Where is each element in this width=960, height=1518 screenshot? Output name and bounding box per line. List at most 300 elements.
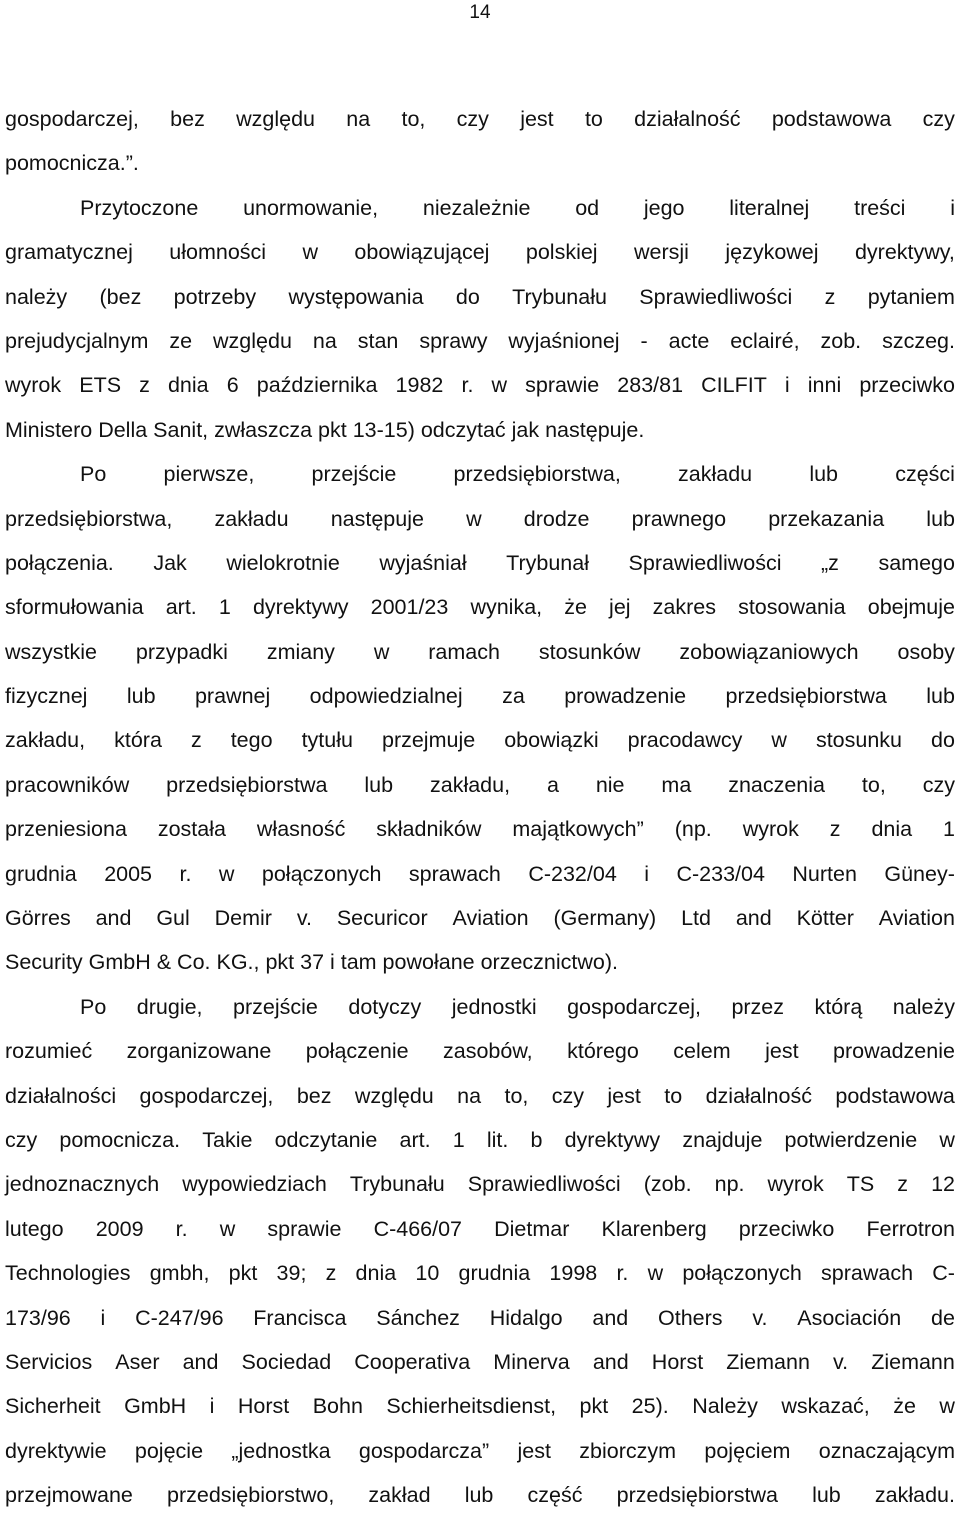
word: przedsiębiorstwa, xyxy=(5,506,173,531)
word: działalności xyxy=(5,1083,117,1108)
word: Güney- xyxy=(884,861,955,886)
word: za xyxy=(502,684,525,709)
word: lub xyxy=(926,684,955,709)
word: znaczenia xyxy=(728,772,826,797)
word: z xyxy=(139,373,150,398)
word: gospodarczej, xyxy=(139,1083,274,1108)
word: 2009 xyxy=(95,1216,144,1241)
word: obejmuje xyxy=(867,595,955,620)
text-line: Security GmbH & Co. KG., pkt 37 i tam powołane orzecznictwo). xyxy=(5,950,618,975)
word: to xyxy=(584,107,603,131)
word: podstawowa xyxy=(835,1083,955,1108)
word: 1 xyxy=(218,595,231,620)
text-line xyxy=(5,363,955,407)
word: sprawy xyxy=(419,328,488,353)
word: i xyxy=(100,1305,106,1330)
word: ETS xyxy=(79,373,122,398)
word: r. xyxy=(461,373,474,398)
word: tego xyxy=(230,728,273,753)
word: pomocnicza. xyxy=(59,1127,181,1152)
word: drodze xyxy=(523,506,590,531)
word: TS xyxy=(846,1172,875,1197)
word: (bez xyxy=(99,284,142,309)
text-line xyxy=(5,1162,955,1206)
word: unormowanie, xyxy=(243,195,379,220)
text-line xyxy=(5,1340,955,1384)
word: wersji xyxy=(633,240,689,265)
word: prawnej xyxy=(194,684,271,709)
word: stosowania xyxy=(738,595,846,620)
text-line: pomocnicza.”. xyxy=(5,151,139,176)
word: przeciwko xyxy=(859,373,955,398)
text-line xyxy=(5,630,955,674)
word: na xyxy=(346,107,371,131)
word: Minerva xyxy=(493,1349,570,1374)
word: Others xyxy=(658,1305,723,1330)
word: Trybunału xyxy=(349,1172,445,1197)
word: C-247/96 xyxy=(135,1305,224,1330)
word: to xyxy=(664,1083,683,1108)
word: grudnia xyxy=(5,861,77,886)
word: Sprawiedliwości xyxy=(639,284,793,309)
word: przedsiębiorstwa, xyxy=(453,462,621,487)
word: Nurten xyxy=(792,861,857,886)
word: Ziemann xyxy=(871,1349,955,1374)
word: sprawie xyxy=(267,1216,342,1241)
word: połączonych xyxy=(682,1261,802,1286)
word: i xyxy=(209,1394,215,1419)
word: z xyxy=(897,1172,909,1197)
text-line xyxy=(5,1473,955,1517)
word: przedsiębiorstwo, xyxy=(167,1483,335,1508)
word: działalność xyxy=(634,107,741,131)
word: 10 xyxy=(415,1261,440,1286)
word: Demir xyxy=(214,906,272,931)
word: jest xyxy=(765,1039,799,1064)
word: dotyczy xyxy=(348,994,422,1019)
word: w xyxy=(771,728,787,753)
word: tytułu xyxy=(301,728,353,753)
word: października xyxy=(256,373,378,398)
word: wyjaśnionej xyxy=(508,328,620,353)
word: C-233/04 xyxy=(676,861,765,886)
word: do xyxy=(455,284,480,309)
word: na xyxy=(457,1083,482,1108)
word: z xyxy=(190,728,202,753)
word: Technologies xyxy=(5,1261,131,1286)
word: w xyxy=(939,1394,955,1419)
word: przedsiębiorstwa xyxy=(166,772,328,797)
word: acte xyxy=(668,328,710,353)
word: Dietmar xyxy=(494,1216,570,1241)
word: and xyxy=(95,906,132,931)
word: treści xyxy=(854,195,906,220)
word: 25). xyxy=(631,1394,669,1419)
document-body xyxy=(5,97,955,1518)
word: przedsiębiorstwa xyxy=(616,1483,778,1508)
word: części xyxy=(895,462,955,487)
word: przypadki xyxy=(135,639,228,664)
word: Servicios xyxy=(5,1349,93,1374)
word: z xyxy=(829,817,841,842)
word: dyrektywy, xyxy=(854,240,955,265)
word: która xyxy=(114,728,162,753)
word: gmbh, xyxy=(149,1261,210,1286)
text-line xyxy=(5,1384,955,1428)
word: Sicherheit xyxy=(5,1394,101,1419)
word: gospodarcza” xyxy=(358,1438,490,1463)
word: od xyxy=(575,195,600,220)
word: w xyxy=(302,240,318,265)
word: i xyxy=(644,861,650,886)
text-line xyxy=(5,275,955,319)
word: czy xyxy=(5,1127,38,1152)
word: majątkowych” xyxy=(512,817,644,842)
word: przez xyxy=(731,994,785,1019)
word: wskazać, xyxy=(781,1394,870,1419)
text-line xyxy=(5,852,955,896)
word: dnia xyxy=(871,817,913,842)
word: zbiorczym xyxy=(579,1438,677,1463)
word: eclairé, xyxy=(730,328,800,353)
word: drugie, xyxy=(136,994,203,1019)
word: bez xyxy=(296,1083,332,1108)
text-line xyxy=(5,985,955,1029)
word: pracowników xyxy=(5,772,130,797)
word: należy xyxy=(5,284,68,309)
word: odczytanie xyxy=(274,1127,378,1152)
word: inni xyxy=(807,373,842,398)
word: art. xyxy=(399,1127,431,1152)
word: przeciwko xyxy=(738,1216,835,1241)
word: prejudycjalnym xyxy=(5,328,149,353)
text-line xyxy=(5,319,955,363)
word: została xyxy=(157,817,226,842)
word: celem xyxy=(673,1039,731,1064)
text-line xyxy=(5,1296,955,1340)
word: z xyxy=(824,284,836,309)
word: 173/96 xyxy=(5,1305,71,1330)
word: and xyxy=(182,1349,219,1374)
word: wyrok xyxy=(742,817,799,842)
word: „jednostka xyxy=(231,1438,331,1463)
word: prowadzenie xyxy=(564,684,687,709)
word: podstawowa xyxy=(771,107,892,131)
word: własność xyxy=(256,817,346,842)
word: pierwsze, xyxy=(163,462,255,487)
word: pojęcie xyxy=(134,1438,204,1463)
word: przekazania xyxy=(768,506,885,531)
word: lub xyxy=(809,462,839,487)
word: w xyxy=(491,373,508,398)
word: połączonych xyxy=(261,861,382,886)
word: wypowiedziach xyxy=(182,1172,327,1197)
word: jest xyxy=(517,1438,551,1463)
word: zakładu xyxy=(678,462,753,487)
word: czy xyxy=(456,107,489,131)
word: Horst xyxy=(237,1394,290,1419)
word: jednoznacznych xyxy=(5,1172,160,1197)
word: następuje xyxy=(330,506,424,531)
word: a xyxy=(546,772,559,797)
word: językowej xyxy=(725,240,819,265)
word: Sprawiedliwości xyxy=(628,550,782,575)
text-line xyxy=(5,1207,955,1251)
word: odpowiedzialnej xyxy=(309,684,463,709)
word: Kötter xyxy=(796,906,854,931)
word: pkt xyxy=(579,1394,609,1419)
word: dyrektywy xyxy=(564,1127,661,1152)
word: lub xyxy=(126,684,156,709)
word: CILFIT xyxy=(701,373,767,398)
word: szczeg. xyxy=(882,328,955,353)
word: polskiej xyxy=(525,240,598,265)
word: że xyxy=(564,595,587,620)
text-line xyxy=(5,452,955,496)
word: Hidalgo xyxy=(489,1305,563,1330)
word: względu xyxy=(354,1083,434,1108)
word: część xyxy=(527,1483,583,1508)
text-line xyxy=(5,1074,955,1118)
word: Securicor xyxy=(336,906,428,931)
word: C-466/07 xyxy=(373,1216,463,1241)
word: zakładu xyxy=(214,506,289,531)
word: dyrektywy xyxy=(252,595,349,620)
word: Schierheitsdienst, xyxy=(386,1394,557,1419)
word: w xyxy=(373,639,390,664)
word: niezależnie xyxy=(422,195,531,220)
word: w xyxy=(466,506,482,531)
word: np. xyxy=(714,1172,745,1197)
word: lub xyxy=(812,1483,841,1508)
word: przejście xyxy=(233,994,318,1019)
text-line xyxy=(5,230,955,274)
word: czy xyxy=(922,772,955,797)
word: sprawie xyxy=(525,373,600,398)
word: pkt xyxy=(228,1261,258,1286)
word: GmbH xyxy=(124,1394,187,1419)
word: 39; xyxy=(276,1261,307,1286)
word: zmiany xyxy=(266,639,335,664)
word: jednostki xyxy=(451,994,537,1019)
word: względu xyxy=(236,107,315,131)
word: Francisca xyxy=(253,1305,347,1330)
word: and xyxy=(592,1305,629,1330)
word: prowadzenie xyxy=(833,1039,955,1064)
word: literalnej xyxy=(729,195,810,220)
word: de xyxy=(930,1305,955,1330)
word: osoby xyxy=(897,639,955,664)
word: dyrektywie xyxy=(5,1438,107,1463)
word: jej xyxy=(609,595,631,620)
word: ramach xyxy=(428,639,500,664)
word: oznaczającym xyxy=(818,1438,955,1463)
word: pojęciem xyxy=(704,1438,791,1463)
word: b xyxy=(530,1127,543,1152)
word: Bohn xyxy=(312,1394,363,1419)
word: C- xyxy=(932,1261,955,1286)
word: wynika, xyxy=(470,595,543,620)
text-line xyxy=(5,1251,955,1295)
word: 1982 xyxy=(395,373,444,398)
word: Ferrotron xyxy=(866,1216,955,1241)
word: fizycznej xyxy=(5,684,88,709)
word: zakład xyxy=(368,1483,431,1508)
word: „z xyxy=(821,550,839,575)
word: lub xyxy=(364,772,394,797)
word: i xyxy=(784,373,790,398)
word: rozumieć xyxy=(5,1039,93,1064)
word: to, xyxy=(401,107,426,131)
word: v. xyxy=(296,906,312,931)
word: znajduje xyxy=(682,1127,763,1152)
word: lutego xyxy=(5,1216,64,1241)
word: v. xyxy=(752,1305,768,1330)
word: and xyxy=(735,906,772,931)
text-line xyxy=(5,1029,955,1073)
word: r. xyxy=(179,861,192,886)
word: gramatycznej xyxy=(5,240,133,265)
word: bez xyxy=(170,107,205,131)
word: 1998 xyxy=(549,1261,598,1286)
word: art. xyxy=(165,595,197,620)
word: 1 xyxy=(943,817,955,842)
word: ułomności xyxy=(169,240,267,265)
word: ze xyxy=(169,328,193,353)
word: sformułowania xyxy=(5,595,144,620)
word: zakres xyxy=(652,595,716,620)
word: ma xyxy=(661,772,692,797)
word: przejmuje xyxy=(381,728,476,753)
word: do xyxy=(931,728,955,753)
text-line: Ministero Della Sanit, zwłaszcza pkt 13-15) odczytać jak następuje. xyxy=(5,417,645,442)
word: - xyxy=(640,328,648,353)
word: przejście xyxy=(311,462,397,487)
word: jego xyxy=(643,195,685,220)
word: Cooperativa xyxy=(354,1349,471,1374)
word: i xyxy=(950,195,955,220)
text-line xyxy=(5,896,955,940)
text-line xyxy=(5,541,955,585)
word: gospodarczej, xyxy=(5,107,139,131)
word: którego xyxy=(567,1039,639,1064)
word: połączenie xyxy=(305,1039,409,1064)
word: czy xyxy=(551,1083,585,1108)
word: należy xyxy=(892,994,955,1019)
word: (np. xyxy=(674,817,712,842)
word: pytaniem xyxy=(867,284,955,309)
word: (Germany) xyxy=(553,906,657,931)
word: przedsiębiorstwa xyxy=(725,684,887,709)
text-line xyxy=(5,718,955,762)
word: Należy xyxy=(692,1394,758,1419)
text-line xyxy=(5,674,955,718)
word: Sprawiedliwości xyxy=(467,1172,621,1197)
text-line xyxy=(5,763,955,807)
word: C-232/04 xyxy=(528,861,617,886)
word: na xyxy=(312,328,337,353)
page-number: 14 xyxy=(469,2,491,23)
word: w xyxy=(647,1261,664,1286)
word: to, xyxy=(504,1083,529,1108)
word: wyrok xyxy=(5,373,62,398)
word: 1 xyxy=(452,1127,465,1152)
word: działalność xyxy=(705,1083,812,1108)
word: lub xyxy=(926,506,955,531)
word: Ltd xyxy=(681,906,711,931)
word: Sánchez xyxy=(376,1305,460,1330)
text-line xyxy=(5,97,955,141)
word: względu xyxy=(213,328,292,353)
word: sprawach xyxy=(821,1261,914,1286)
word: 12 xyxy=(931,1172,955,1197)
word: (zob. xyxy=(643,1172,692,1197)
word: w xyxy=(939,1127,955,1152)
word: r. xyxy=(175,1216,188,1241)
word: to, xyxy=(861,772,886,797)
word: r. xyxy=(616,1261,629,1286)
word: połączenia. xyxy=(5,550,114,575)
word: gospodarczej, xyxy=(567,994,701,1019)
word: przeniesiona xyxy=(5,817,127,842)
word: wyjaśniał xyxy=(379,550,467,575)
word: 2001/23 xyxy=(370,595,449,620)
word: jest xyxy=(607,1083,641,1108)
word: stosunku xyxy=(815,728,902,753)
word: dnia xyxy=(167,373,209,398)
word: 2005 xyxy=(104,861,153,886)
word: Po xyxy=(80,462,107,487)
word: wielokrotnie xyxy=(226,550,340,575)
word: zob. xyxy=(820,328,862,353)
word: zobowiązaniowych xyxy=(679,639,859,664)
word: potrzeby xyxy=(173,284,257,309)
text-line xyxy=(5,497,955,541)
word: w xyxy=(218,861,235,886)
word: Trybunał xyxy=(506,550,589,575)
text-line xyxy=(5,1118,955,1162)
word: Gul xyxy=(156,906,190,931)
word: Aser xyxy=(115,1349,160,1374)
word: Horst xyxy=(651,1349,704,1374)
text-line xyxy=(5,585,955,629)
word: lub xyxy=(464,1483,494,1508)
word: składników xyxy=(376,817,482,842)
word: Klarenberg xyxy=(601,1216,707,1241)
word: Görres xyxy=(5,906,71,931)
word: obowiązki xyxy=(504,728,599,753)
word: sprawach xyxy=(408,861,501,886)
word: że xyxy=(893,1394,916,1419)
word: jest xyxy=(520,107,554,131)
word: stan xyxy=(357,328,399,353)
word: Takie xyxy=(202,1127,253,1152)
word: występowania xyxy=(288,284,424,309)
word: nie xyxy=(595,772,625,797)
word: Sociedad xyxy=(241,1349,332,1374)
word: 283/81 xyxy=(617,373,684,398)
word: potwierdzenie xyxy=(784,1127,918,1152)
word: wyrok xyxy=(767,1172,824,1197)
word: zasobów, xyxy=(443,1039,533,1064)
word: dnia xyxy=(355,1261,397,1286)
word: 6 xyxy=(226,373,239,398)
word: lit. xyxy=(486,1127,509,1152)
word: Aviation xyxy=(452,906,529,931)
word: którą xyxy=(814,994,863,1019)
word: prawnego xyxy=(631,506,727,531)
word: zakładu, xyxy=(429,772,511,797)
